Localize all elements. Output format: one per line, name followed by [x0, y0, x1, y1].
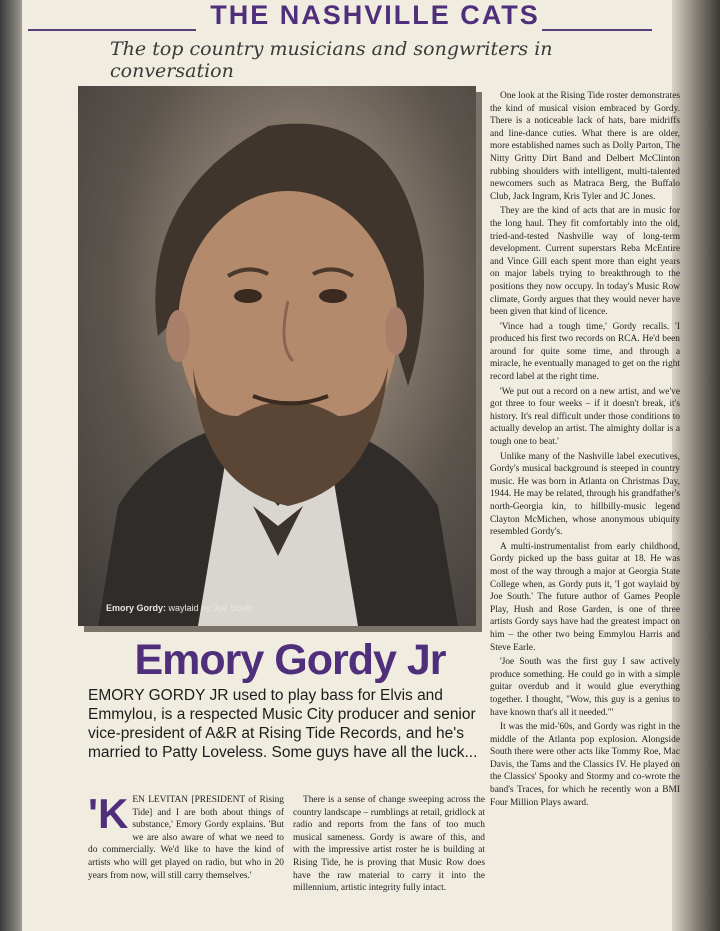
column-3-paragraph: One look at the Rising Tide roster demonstrates the kind of musical vision embraced by Gordy. There is a noticeable lack of hats, bare midriffs and line-dance cuties. What there is are older, more established names such as Dolly Parton, The Nitty Gritty Dirt Band and Delbert McClinton rubbing shoulders with intelligent, multi-talented newcomers such as Matraca Berg, the Buffalo Club, Jack Ingram, Kris Tyler and JC Jones.: [490, 91, 680, 202]
column-3-paragraph: 'Vince had a tough time,' Gordy recalls. 'I produced his first two records on RCA. He'd been around for quite some time, and through a miracle, he eventually managed to get on the right record label at the right time.: [490, 321, 680, 383]
column-3-paragraph: 'We put out a record on a new artist, and we've got three to four weeks – if it doesn't break, it's history. It's real difficult under those conditions to actually develop an artist. The almighty dollar is a tough one to beat.': [490, 386, 680, 448]
article-standfirst: EMORY GORDY JR used to play bass for Elvis and Emmylou, is a respected Music City producer and senior vice-president of A&R at Rising Tide Records, and he's married to Patty Loveless. Some guys have all the luck...: [88, 687, 478, 761]
caption-name: Emory Gordy:: [106, 603, 167, 613]
header-rule-right: [542, 29, 652, 31]
header-rule-left: [28, 29, 196, 31]
article-column-2: [293, 794, 485, 898]
column-3-paragraph: It was the mid-'60s, and Gordy was right in the middle of the Atlanta pop explosion. Alongside South there were other acts like Tommy Roe, Mac Davis, the Tams and the Classics IV. He played on the Classics' Spooky and Stormy and co-wrote the band's Traces, for which he recently won a BMI Four Million Plays award.: [490, 722, 680, 808]
column-3-paragraph: Unlike many of the Nashville label executives, Gordy's musical background is steeped in country music. He was born in Atlanta on Christmas Day, 1944. He may be related, through his grandfather's north-Georgia kin, to hillbilly-music legend Clayton McMichen, whose anonymous ubiquity resembled Gordy's.: [490, 451, 680, 538]
portrait-photo: [78, 86, 476, 626]
column-2-text: There is a sense of change sweeping across the country landscape – rumblings at retail, gridlock at radio and reports from the fans of too much musical sameness. Gordy is aware of this, and with the impressive artist roster he is building at Rising Tide, he is proving that Music Row does have the raw material to carry it into the millennium, artistic integrity fully intact.: [293, 795, 485, 894]
column-3-paragraph: A multi-instrumentalist from early childhood, Gordy picked up the bass guitar at 18. He was most of the way through a major at Georgia State College when, as Gordy puts it, 'I got waylaid by Joe South.' The future author of Games People Play, Hush and Rose Garden, is one of three artists Gordy says have had the greatest impact on him – the other two being Emmylou Harris and Steve Earle.: [490, 541, 680, 653]
portrait-illustration: [78, 86, 476, 626]
article-headline: Emory Gordy Jr: [134, 636, 446, 684]
drop-cap: 'K: [88, 790, 129, 837]
column-1-text: EN LEVITAN [PRESIDENT of Rising Tide] and I are both about things of substance,' Emory Gordy explains. 'But we are also aware of what we need to do commercially. We'd like to have the kind of artists who will get played on radio, but who in 20 years from now, will still carry themselves.': [88, 795, 284, 881]
column-3-paragraph: 'Joe South was the first guy I saw actively produce something. He could go in with a simple guitar overdub and it would glue everything together. I thought, "Wow, this guy is a genius to have known that's all it needed."': [490, 657, 680, 718]
section-title: THE NASHVILLE CATS: [210, 0, 540, 30]
photo-caption: [106, 603, 254, 613]
article-column-1: [88, 790, 284, 885]
caption-text: waylaid by Joe South: [168, 603, 254, 613]
article-column-3: [490, 90, 680, 811]
section-subtitle: The top country musicians and songwriters in conversation: [110, 38, 553, 82]
column-3-paragraph: They are the kind of acts that are in music for the long haul. They fit comfortably into the old, tried-and-tested Nashville way of long-term development. Current superstars Reba McEntire and Vince Gill each spent more than eight years on major labels trying to breakthrough to the positions they now occupy. In today's Music Row climate, Gordy argues that they would never have been given that kind of licence.: [490, 206, 680, 318]
